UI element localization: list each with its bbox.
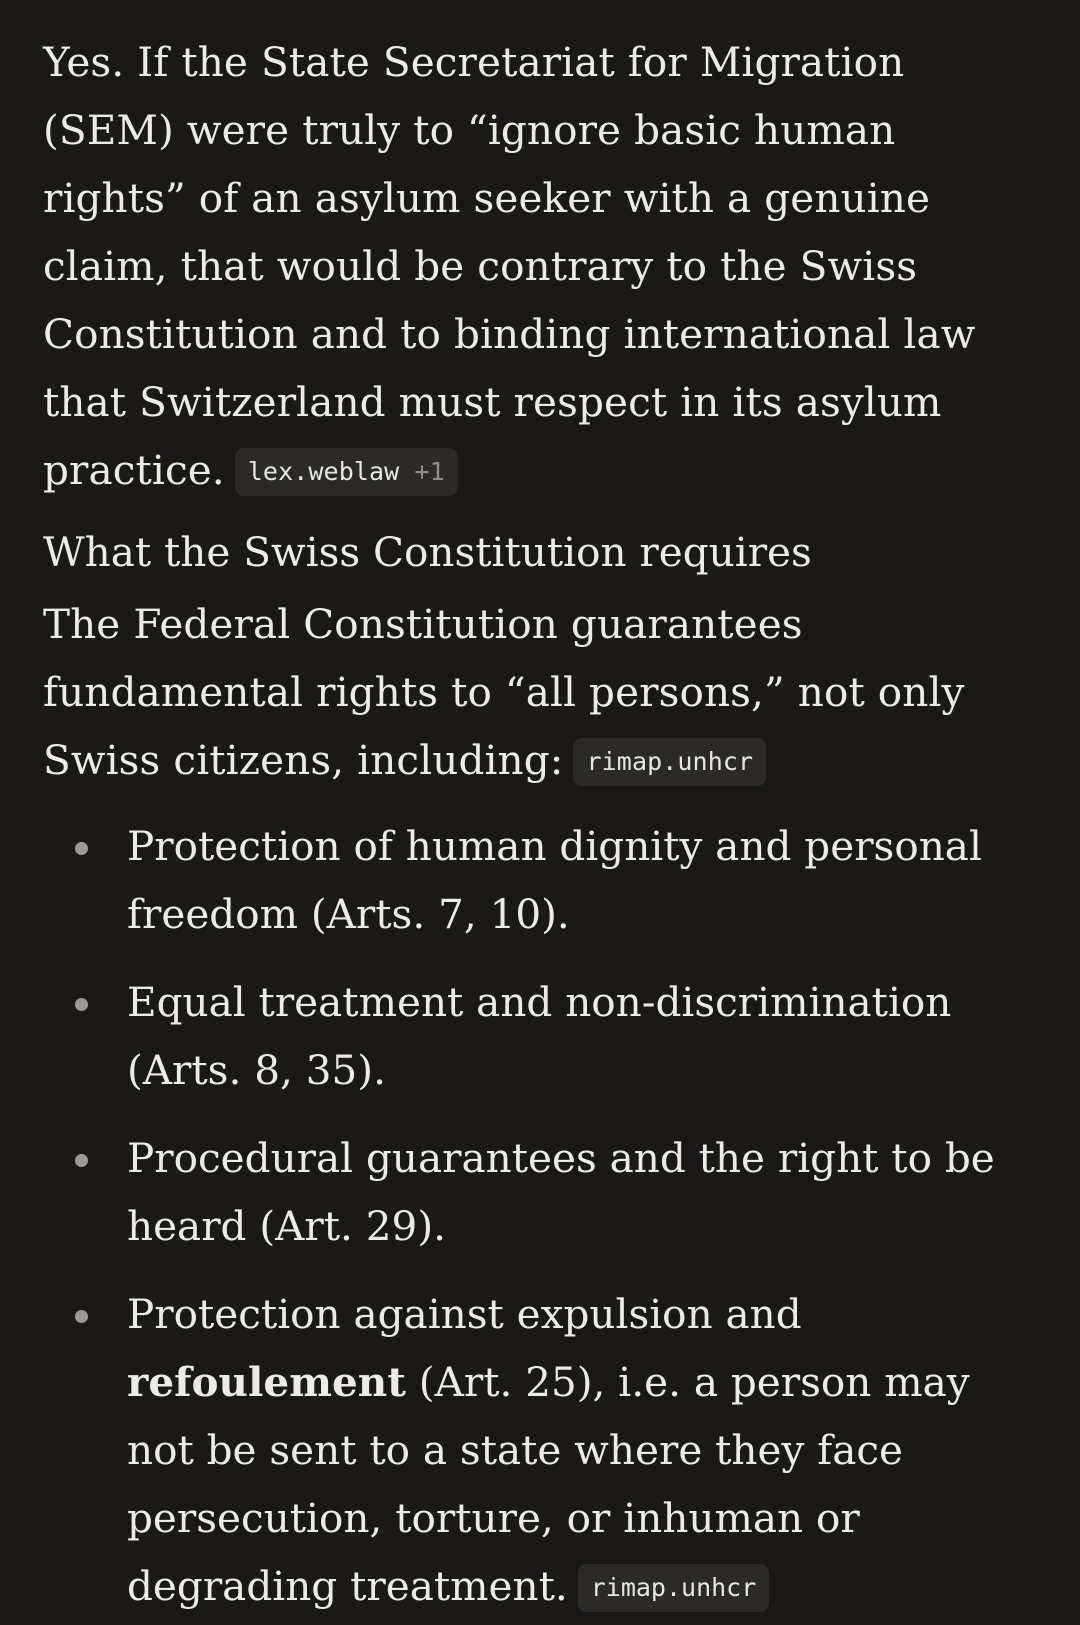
list-item	[43, 1124, 1028, 1260]
list-item-text: Procedural guarantees and the right to be heard (Art. 29).	[127, 1134, 995, 1250]
citation-chip-lex-weblaw[interactable]	[235, 448, 458, 496]
list-item	[43, 812, 1028, 948]
bullet-dot	[75, 998, 88, 1011]
list-item-suffix: (Art. 25), i.e. a person may not be sent to a state where they face persecution, torture, or inhuman or degrading treatment.	[127, 1358, 970, 1610]
list-item-prefix: Protection against expulsion and	[127, 1290, 802, 1338]
bullet-dot	[75, 1154, 88, 1167]
rights-list	[43, 812, 1028, 1620]
citation-more-count: +1	[414, 457, 445, 486]
bullet-dot	[75, 1310, 88, 1323]
list-item	[43, 1280, 1028, 1620]
intro-paragraph	[43, 28, 1028, 504]
list-item-bold-term: refoulement	[127, 1358, 406, 1406]
citation-chip-rimap-unhcr[interactable]: rimap.unhcr	[578, 1564, 770, 1612]
list-item-text: Equal treatment and non-discrimination (Arts. 8, 35).	[127, 978, 952, 1094]
list-item-text: Protection of human dignity and personal freedom (Arts. 7, 10).	[127, 822, 982, 938]
intro-text: Yes. If the State Secretariat for Migration (SEM) were truly to “ignore basic human rights” of an asylum seeker with a genuine claim, that would be contrary to the Swiss Constitution and to binding international law that Switzerland must respect in its asylum practice.	[43, 38, 976, 494]
section-lead-text: The Federal Constitution guarantees fundamental rights to “all persons,” not only Swiss citizens, including:	[43, 600, 965, 784]
section-lead-paragraph	[43, 590, 1028, 794]
section-heading: What the Swiss Constitution requires	[43, 528, 812, 576]
citation-chip-rimap-unhcr[interactable]: rimap.unhcr	[573, 738, 766, 786]
citation-label: lex.weblaw	[247, 457, 400, 486]
bullet-dot	[75, 842, 88, 855]
list-item	[43, 968, 1028, 1104]
